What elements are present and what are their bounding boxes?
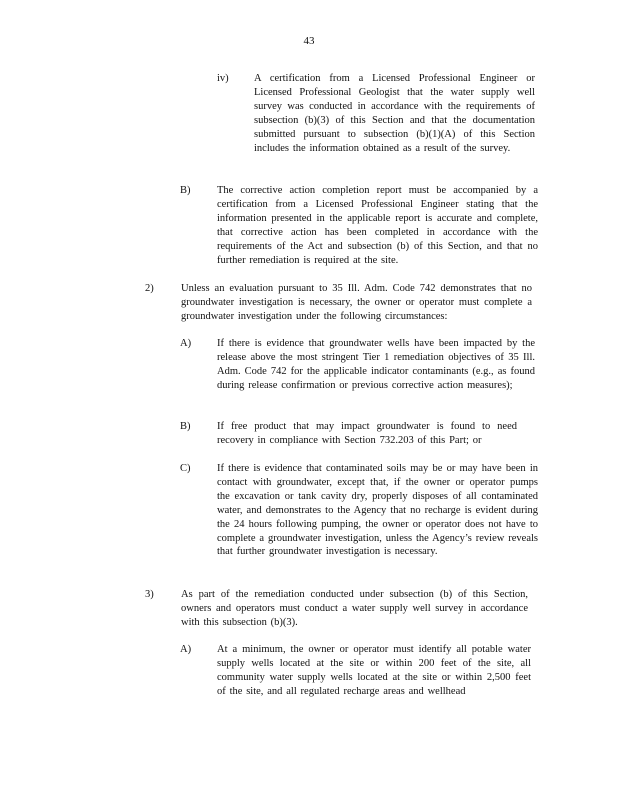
item-3a-label: A) (180, 644, 192, 655)
item-2a-text: If there is evidence that groundwater wells have been impacted by the release above the most stringent Tier 1 remediation objectives of 35 Ill. Adm. Code 742 for the applicable indicator contaminants (e.g., as found during release confirmation or previous corrective action measures); (217, 338, 535, 391)
paragraph-3-label: 3) (145, 589, 154, 600)
paragraph-2-text: Unless an evaluation pursuant to 35 Ill. Adm. Code 742 demonstrates that no groundwater investigation is necessary, the owner or operator must complete a groundwater investigation under the following circumstances: (181, 283, 532, 322)
paragraph-2-label: 2) (145, 283, 154, 294)
item-3a-text: At a minimum, the owner or operator must identify all potable water supply wells located at the site or within 200 feet of the site, all community water supply wells located at the site or within 2,500 feet of the site, and all regulated recharge areas and wellhead (217, 644, 531, 697)
item-2b-text: If free product that may impact groundwater is found to need recovery in compliance with Section 732.203 of this Part; or (217, 421, 517, 446)
page-number: 43 (303, 35, 315, 47)
item-iv-label: iv) (217, 73, 229, 84)
item-iv-text: A certification from a Licensed Professional Engineer or Licensed Professional Geologist that the water supply well survey was conducted in accordance with the requirements of subsection (b)(3) of this Section and that the documentation submitted pursuant to subsection (b)(1)(A) of this Section includes the information obtained as a result of the survey. (254, 73, 535, 154)
item-2b-label: B) (180, 421, 191, 432)
item-2c-label: C) (180, 463, 191, 474)
item-2c-text: If there is evidence that contaminated soils may be or may have been in contact with groundwater, except that, if the owner or operator pumps the excavation or tank cavity dry, properly disposes of all contaminated water, and demonstrates to the Agency that no recharge is evident during the 24 hours following pumping, the owner or operator does not have to complete a groundwater investigation, unless the Agency’s review reveals that further groundwater investigation is necessary. (217, 463, 538, 558)
item-b-completion-report-label: B) (180, 185, 191, 196)
item-b-completion-report-text: The corrective action completion report must be accompanied by a certification from a Licensed Professional Engineer stating that the information presented in the applicable report is accurate and complete, that corrective action has been completed in accordance with the requirements of the Act and subsection (b) of this Section, and that no further remediation is required at the site. (217, 185, 538, 266)
item-2a-label: A) (180, 338, 192, 349)
paragraph-3-text: As part of the remediation conducted under subsection (b) of this Section, owners and operators must conduct a water supply well survey in accordance with this subsection (b)(3). (181, 589, 528, 628)
